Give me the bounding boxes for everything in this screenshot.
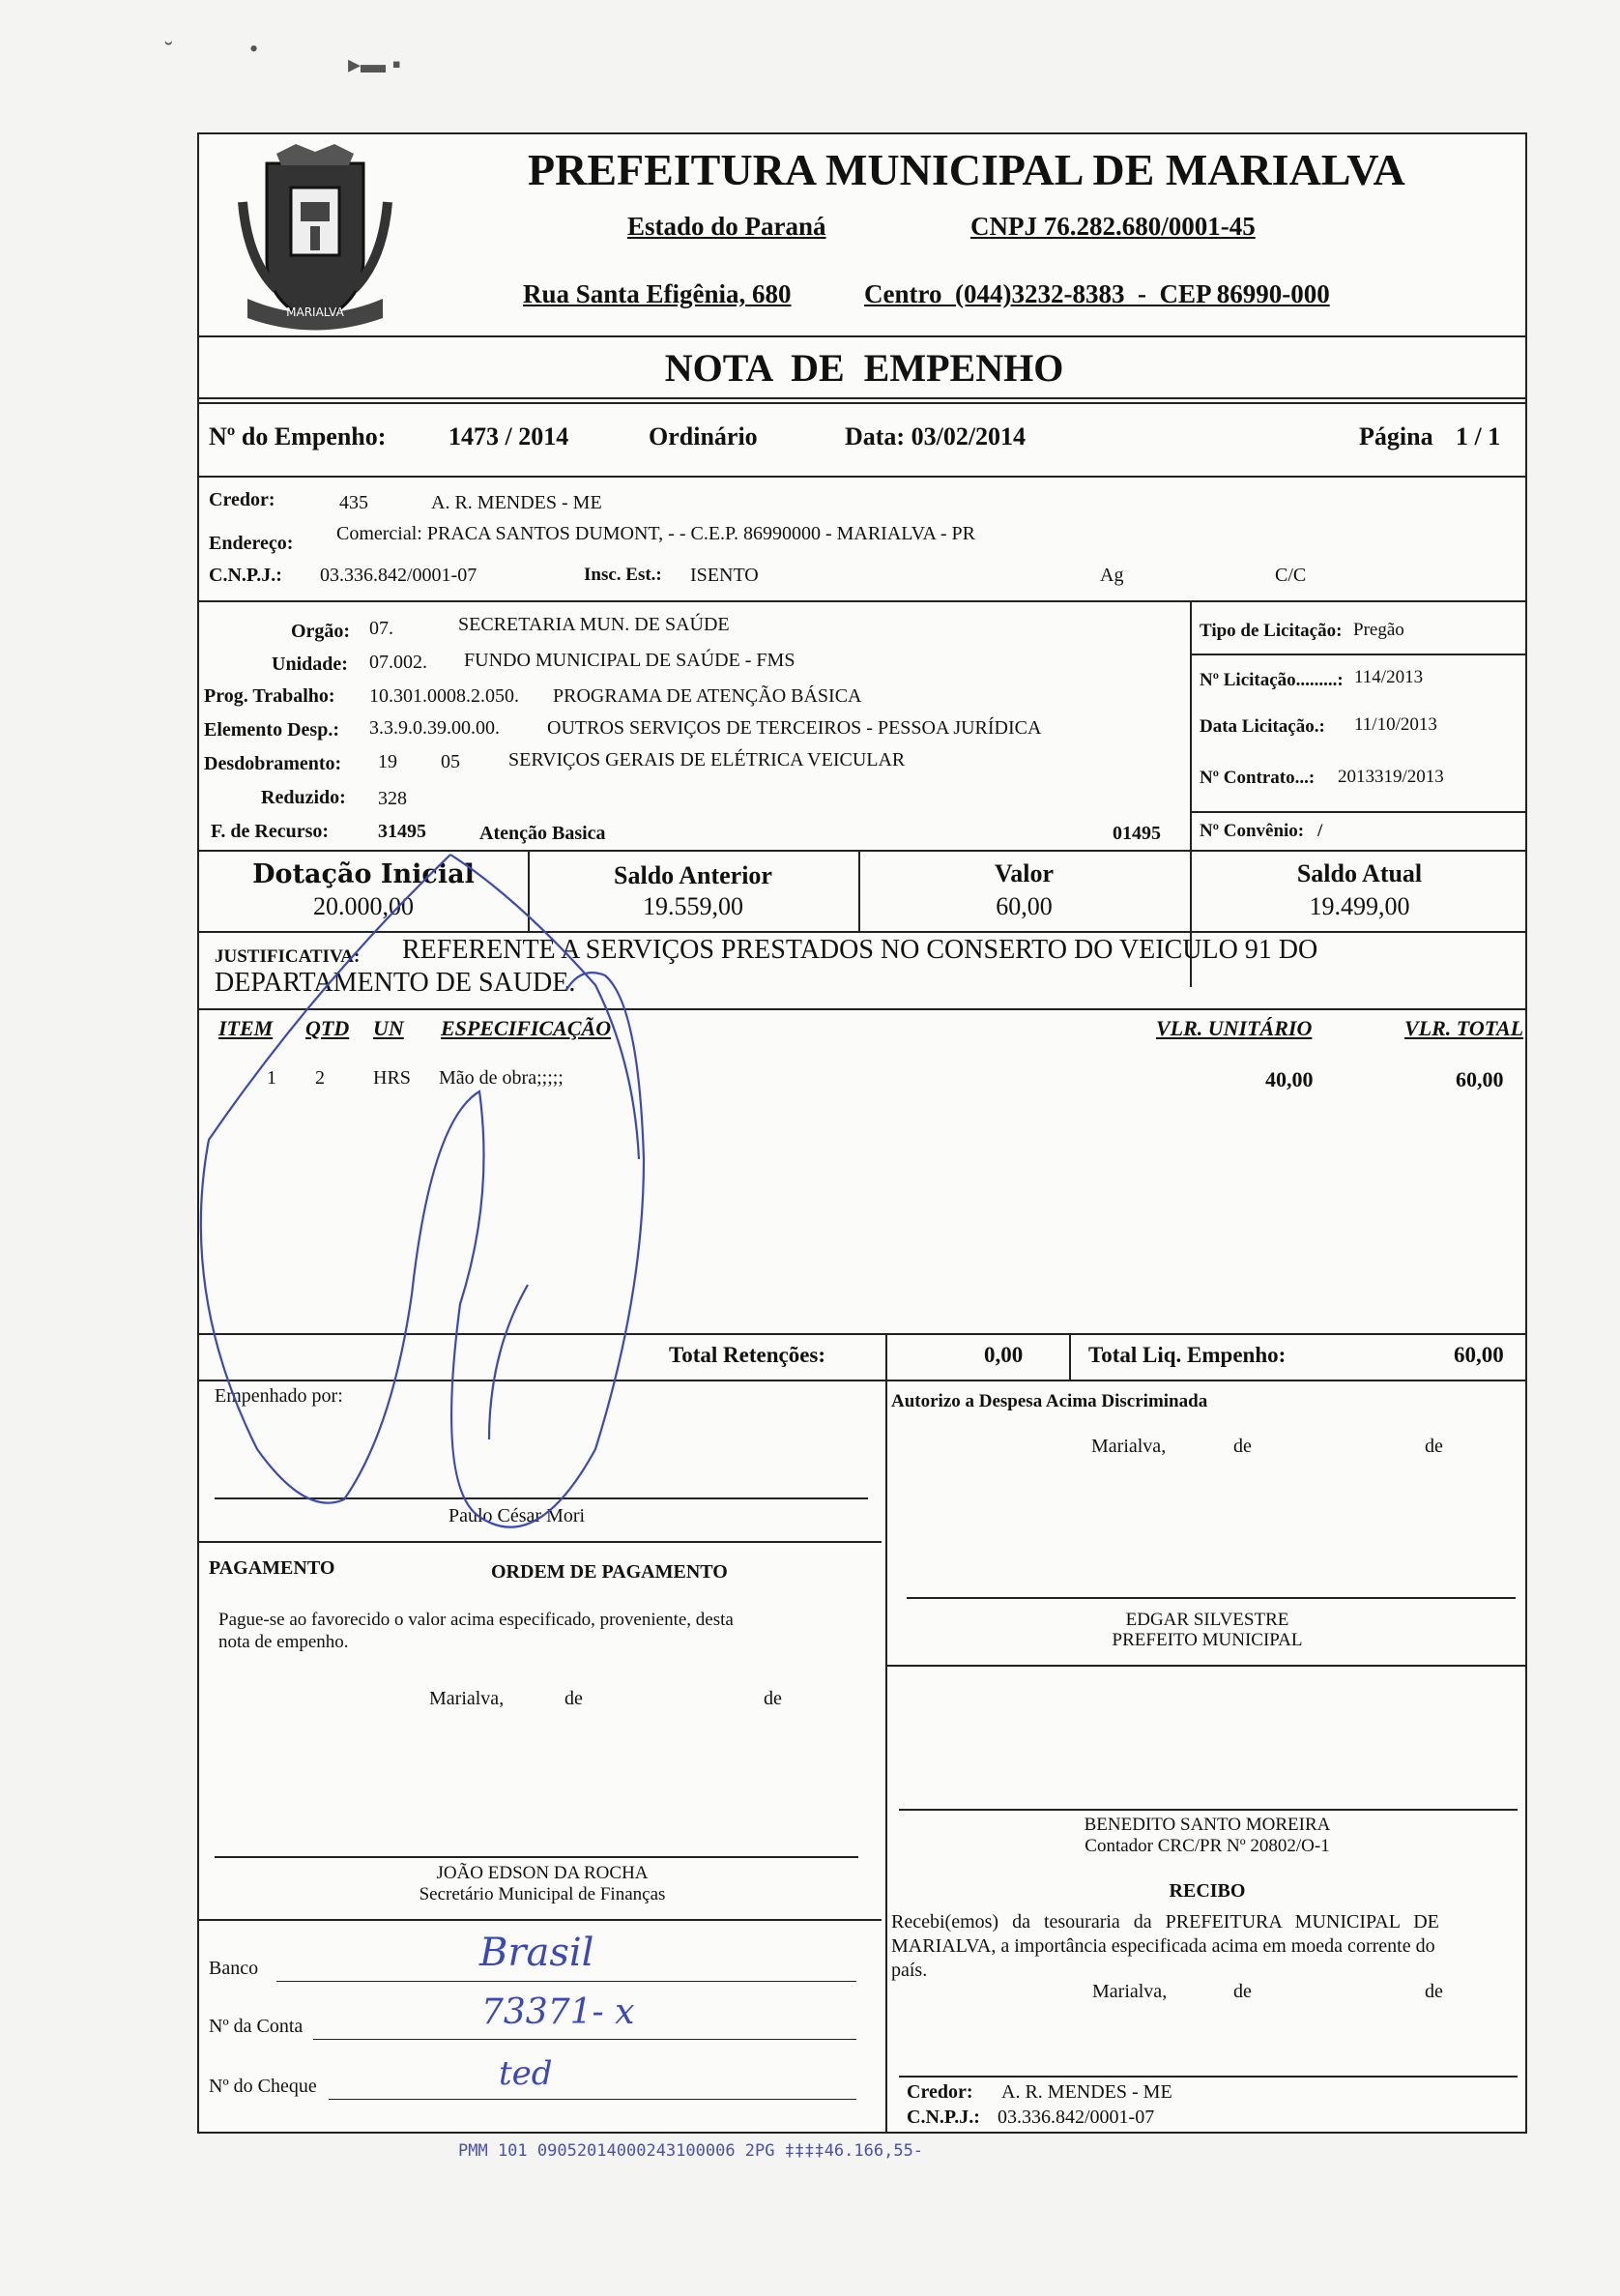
empenho-date: Data: 03/02/2014 (845, 422, 1027, 450)
pagamento-text1: Pague-se ao favorecido o valor acima especificado, proveniente, desta (218, 1610, 734, 1630)
page-number: 1 / 1 (1456, 422, 1501, 450)
cnpj-value: 03.336.842/0001-07 (320, 565, 477, 586)
autorizo-place: Marialva, (1091, 1436, 1167, 1457)
autorizo-label: Autorizo a Despesa Acima Discriminada (891, 1391, 1208, 1411)
recurso-name: Atenção Basica (479, 823, 606, 844)
credor-name: A. R. MENDES - ME (431, 492, 602, 513)
autorizo-de1: de (1233, 1436, 1252, 1457)
col-un: UN (373, 1016, 404, 1040)
reduzido-value: 328 (378, 788, 407, 809)
recibo-credor-label: Credor: (907, 2081, 973, 2103)
pagamento-de2: de (764, 1688, 782, 1709)
prog-code: 10.301.0008.2.050. (369, 685, 519, 707)
secretario-name: JOÃO EDSON DA ROCHA (436, 1863, 649, 1883)
cnpj-label: C.N.P.J.: (209, 565, 282, 586)
autorizo-de2: de (1425, 1436, 1443, 1457)
num-licitacao-value: 114/2013 (1354, 667, 1424, 687)
desdobramento-code2: 05 (441, 751, 460, 772)
scan-mark: ˘ (164, 37, 173, 65)
unidade-code: 07.002. (369, 652, 427, 673)
orgao-code: 07. (369, 618, 393, 639)
credor-code: 435 (339, 492, 368, 513)
col-especificacao: ESPECIFICAÇÃO (441, 1016, 612, 1040)
svg-text:MARIALVA: MARIALVA (286, 305, 344, 319)
endereco-value: Comercial: PRACA SANTOS DUMONT, - - C.E.P. 86990000 - MARIALVA - PR (336, 523, 975, 544)
col-vlr-unitario: VLR. UNITÁRIO (1156, 1016, 1313, 1040)
header-address: Rua Santa Efigênia, 680 (523, 279, 792, 308)
recurso-number: 01495 (1113, 823, 1161, 844)
saldo-anterior-label: Saldo Anterior (614, 861, 772, 889)
page-title: PREFEITURA MUNICIPAL DE MARIALVA (528, 145, 1405, 194)
saldo-atual-label: Saldo Atual (1296, 859, 1423, 887)
recibo-de2: de (1425, 1981, 1443, 2002)
empenhado-label: Empenhado por: (215, 1385, 343, 1407)
elemento-code: 3.3.9.0.39.00.00. (369, 717, 500, 739)
contador-name: BENEDITO SANTO MOREIRA (1084, 1815, 1331, 1835)
banco-handwritten: Brasil (479, 1931, 594, 1975)
endereco-label: Endereço: (209, 533, 294, 554)
desdobramento-label: Desdobramento: (204, 753, 342, 774)
empenhado-name: Paulo César Mori (448, 1505, 586, 1526)
prog-name: PROGRAMA DE ATENÇÃO BÁSICA (553, 685, 862, 707)
dotacao-inicial-label: Dotação Inicial (252, 859, 475, 889)
data-licitacao-value: 11/10/2013 (1354, 714, 1437, 735)
cheque-handwritten: ted (499, 2054, 553, 2093)
prefeito-role: PREFEITO MUNICIPAL (1112, 1630, 1303, 1650)
row-vlr-total: 60,00 (1456, 1067, 1504, 1091)
prog-label: Prog. Trabalho: (204, 685, 335, 707)
desdobramento-code1: 19 (378, 751, 397, 772)
secretario-role: Secretário Municipal de Finanças (419, 1884, 666, 1904)
header-phone-cep: Centro (044)3232-8383 - CEP 86990-000 (864, 279, 1330, 308)
insc-label: Insc. Est.: (584, 565, 662, 585)
contrato-value: 2013319/2013 (1338, 767, 1444, 787)
document-title: NOTA DE EMPENHO (664, 346, 1064, 390)
num-licitacao-label: Nº Licitação.........: (1200, 670, 1344, 690)
insc-value: ISENTO (690, 565, 759, 586)
reduzido-label: Reduzido: (261, 787, 346, 808)
row-especificacao: Mão de obra;;;;; (439, 1067, 564, 1089)
coat-of-arms-icon (238, 144, 392, 337)
contador-role: Contador CRC/PR Nº 20802/O-1 (1085, 1836, 1330, 1856)
footer-code: PMM 101 09052014000243100006 2PG ‡‡‡‡46.166,55- (458, 2141, 924, 2161)
tipo-licitacao-value: Pregão (1353, 620, 1404, 640)
convenio-label: Nº Convênio: (1200, 821, 1305, 841)
empenho-type: Ordinário (649, 422, 758, 450)
pagamento-de1: de (564, 1688, 583, 1709)
total-liq-label: Total Liq. Empenho: (1088, 1343, 1287, 1367)
row-vlr-unitario: 40,00 (1265, 1067, 1314, 1091)
recibo-cnpj-value: 03.336.842/0001-07 (998, 2107, 1155, 2128)
recibo-label: RECIBO (1169, 1880, 1246, 1902)
col-qtd: QTD (305, 1016, 350, 1040)
recibo-credor-value: A. R. MENDES - ME (1001, 2081, 1172, 2103)
recurso-code: 31495 (378, 821, 426, 842)
recibo-de1: de (1233, 1981, 1252, 2002)
conta-handwritten: 73371- x (481, 1992, 635, 2032)
banco-label: Banco (209, 1958, 259, 1979)
recibo-text1: Recebi(emos) da tesouraria da PREFEITURA MUNICIPAL DE (891, 1911, 1439, 1933)
recibo-text3: país. (891, 1960, 928, 1981)
credor-label: Credor: (209, 489, 275, 510)
recurso-label: F. de Recurso: (211, 821, 330, 842)
cc-label: C/C (1275, 565, 1307, 586)
header-cnpj: CNPJ 76.282.680/0001-45 (970, 212, 1256, 241)
scan-mark: ▸▬ ▪ (348, 50, 401, 78)
valor-label: Valor (994, 859, 1055, 887)
justificativa-label: JUSTIFICATIVA: (215, 946, 361, 967)
nota-de-empenho-form (197, 132, 1527, 2134)
data-licitacao-label: Data Licitação.: (1200, 716, 1325, 737)
col-item: ITEM (218, 1016, 274, 1040)
pagamento-place: Marialva, (429, 1688, 505, 1709)
total-retencoes-value: 0,00 (984, 1343, 1024, 1367)
total-liq-value: 60,00 (1454, 1343, 1504, 1367)
elemento-name: OUTROS SERVIÇOS DE TERCEIROS - PESSOA JURÍDICA (547, 717, 1042, 739)
ag-label: Ag (1100, 565, 1124, 586)
orgao-label: Orgão: (291, 621, 351, 642)
saldo-anterior-value: 19.559,00 (643, 892, 743, 920)
recibo-text2: MARIALVA, a importância especificada acima em moeda corrente do (891, 1935, 1435, 1957)
scan-mark: • (249, 35, 259, 63)
saldo-atual-value: 19.499,00 (1309, 892, 1410, 920)
unidade-label: Unidade: (272, 654, 348, 675)
justificativa-line1: REFERENTE A SERVIÇOS PRESTADOS NO CONSERTO DO VEICULO 91 DO (402, 935, 1318, 965)
tipo-licitacao-label: Tipo de Licitação: (1200, 621, 1343, 641)
row-item: 1 (267, 1067, 276, 1089)
justificativa-line2: DEPARTAMENTO DE SAUDE. (215, 968, 576, 998)
row-un: HRS (373, 1067, 411, 1089)
total-retencoes-label: Total Retenções: (669, 1343, 826, 1367)
convenio-value: / (1317, 821, 1323, 841)
pagamento-text2: nota de empenho. (218, 1632, 349, 1652)
state-name: Estado do Paraná (627, 212, 826, 241)
pagamento-label: PAGAMENTO (209, 1557, 335, 1579)
desdobramento-name: SERVIÇOS GERAIS DE ELÉTRICA VEICULAR (508, 749, 906, 770)
unidade-name: FUNDO MUNICIPAL DE SAÚDE - FMS (464, 650, 796, 671)
empenho-label: Nº do Empenho: (209, 422, 387, 450)
recibo-place: Marialva, (1092, 1981, 1168, 2002)
ordem-pagamento-label: ORDEM DE PAGAMENTO (491, 1561, 728, 1583)
col-vlr-total: VLR. TOTAL (1404, 1016, 1524, 1040)
recibo-cnpj-label: C.N.P.J.: (907, 2107, 980, 2128)
prefeito-name: EDGAR SILVESTRE (1125, 1610, 1289, 1630)
valor-value: 60,00 (996, 892, 1053, 920)
dotacao-inicial-value: 20.000,00 (313, 892, 414, 920)
cheque-label: Nº do Cheque (209, 2076, 317, 2097)
elemento-label: Elemento Desp.: (204, 719, 339, 741)
conta-label: Nº da Conta (209, 2016, 304, 2037)
page-label: Página (1359, 422, 1433, 450)
empenho-number: 1473 / 2014 (448, 422, 569, 450)
contrato-label: Nº Contrato...: (1200, 768, 1316, 788)
row-qtd: 2 (315, 1067, 325, 1089)
orgao-name: SECRETARIA MUN. DE SAÚDE (458, 614, 730, 635)
